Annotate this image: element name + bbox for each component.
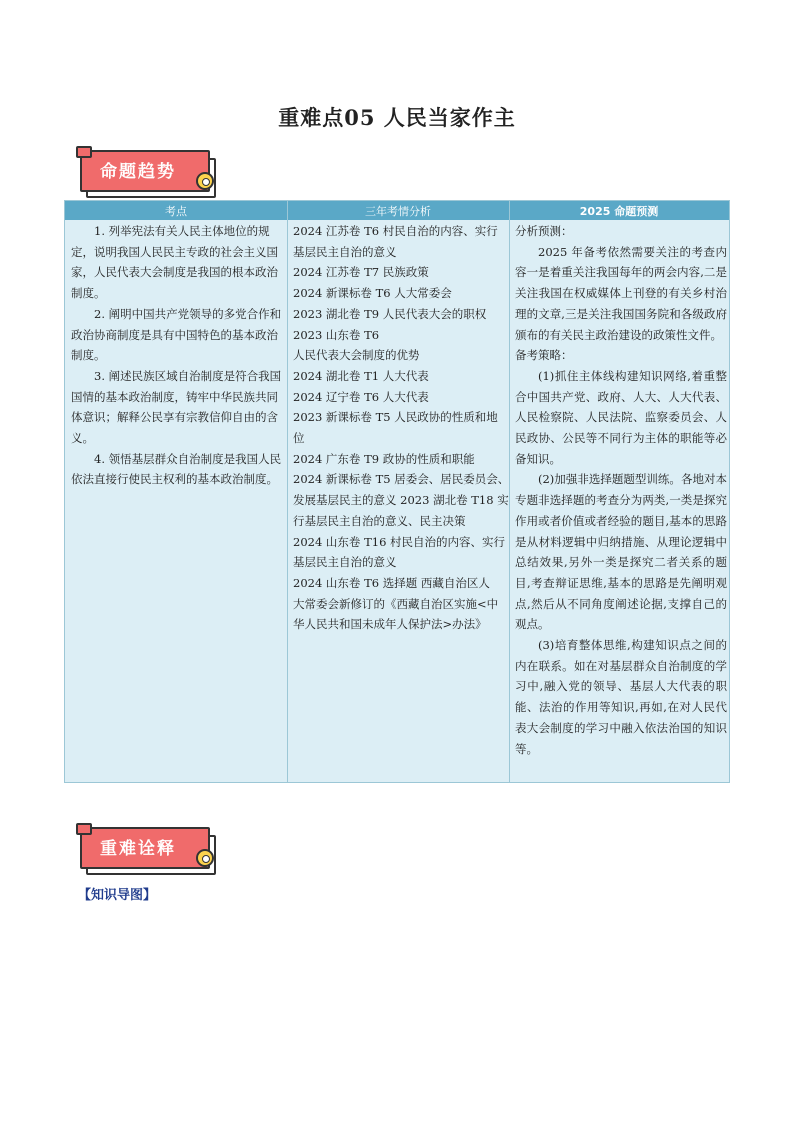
analysis-line: 行基层民主自治的意义、民主决策 [293,513,466,528]
section-badge-explain [78,823,228,879]
analysis-line: 2024 新课标卷 T6 人大常委会 [293,286,452,301]
analysis-line: 2024 辽宁卷 T6 人大代表 [293,389,429,404]
forecast-column [515,221,727,759]
section-badge-trend [78,146,228,202]
analysis-line: 基层民主自治的意义 [293,555,397,570]
analysis-column [293,221,510,635]
analysis-line: 位 [293,431,305,446]
analysis-line: 2024 江苏卷 T6 村民自治的内容、实行 [293,224,498,238]
analysis-line: 基层民主自治的意义 [293,244,397,259]
column-divider [509,201,510,782]
analysis-line: 2023 新课标卷 T5 人民政协的性质和地 [293,410,498,425]
badge-label: 重难诠释 [100,839,176,859]
analysis-line: 2023 山东卷 T6 [293,327,380,342]
kaodian-column [71,221,285,490]
table-header [65,201,729,220]
strategy-item: (2)加强非选择题题型训练。各地对本专题非选择题的考查分为两类,一类是探究作用或者价值或者经验的题目,基本的思路是从材料逻辑中归纳措施、从理论逻辑中总结效果,另外一类是探究二者关系的题目,考查辩证思维,基本的思路是先阐明观点,然后从不同角度阐述论据,支撑自己的观点。 [515,472,727,632]
forecast-paragraph: 2025 年备考依然需要关注的考查内容一是着重关注我国每年的两会内容,二是关注我国在权威媒体上刊登的有关乡村治理的文章,三是关注我国国务院和各级政府颁布的有关民主政治建设的政策性文件。 [515,244,727,342]
analysis-line: 华人民共和国未成年人保护法>办法》 [293,617,487,632]
badge-tab [76,823,92,835]
badge-tab [76,146,92,158]
header-forecast: 2025 命题预测 [579,205,659,218]
forecast-heading: 分析预测： [515,224,573,238]
column-divider [287,201,288,782]
kaodian-item: 4. 领悟基层群众自治制度是我国人民依法直接行使民主权利的基本政治制度。 [71,451,282,487]
analysis-line: 2023 湖北卷 T9 人民代表大会的职权 [293,306,487,321]
analysis-line: 2024 新课标卷 T5 居委会、居民委员会、 [293,472,510,487]
header-analysis: 三年考情分析 [365,205,431,218]
badge-label: 命题趋势 [100,162,176,182]
kaodian-item: 3. 阐述民族区域自治制度是符合我国国情的基本政治制度，铸牢中华民族共同体意识；解释公民享有宗教信仰自由的含义。 [71,368,282,446]
strategy-item: (3)培育整体思维,构建知识点之间的内在联系。如在对基层群众自治制度的学习中,融入党的领导、基层人大代表的职能、法治的作用等知识,再如,在对人民代表大会制度的学习中融入依法治国的知识等。 [515,638,727,756]
analysis-line: 2024 山东卷 T6 选择题 西藏自治区人 [293,575,490,590]
knowledge-map-heading: 【知识导图】 [78,888,157,903]
kaodian-item: 1. 列举宪法有关人民主体地位的规定，说明我国人民民主专政的社会主义国家，人民代表大会制度是我国的根本政治制度。 [71,224,278,301]
analysis-line: 2024 江苏卷 T7 民族政策 [293,265,429,280]
analysis-line: 2024 湖北卷 T1 人大代表 [293,368,429,383]
strategy-heading: 备考策略： [515,348,573,363]
analysis-line: 大常委会新修订的《西藏自治区实施<中 [293,596,499,611]
analysis-line: 2024 山东卷 T16 村民自治的内容、实行 [293,534,506,549]
ring-icon [196,849,214,867]
kaodian-item: 2. 阐明中国共产党领导的多党合作和政治协商制度是具有中国特色的基本政治制度。 [71,306,282,363]
ring-icon [196,172,214,190]
analysis-line: 发展基层民主的意义 2023 湖北卷 T18 实 [293,493,509,508]
header-kaodian: 考点 [165,205,187,218]
analysis-line: 人民代表大会制度的优势 [293,348,420,363]
strategy-item: (1)抓住主体线构建知识网络,着重整合中国共产党、政府、人大、人大代表、人民检察院、人民法院、监察委员会、人民政协、公民等不同行为主体的职能等必备知识。 [515,368,727,466]
analysis-line: 2024 广东卷 T9 政协的性质和职能 [293,451,475,466]
exam-analysis-table [64,200,730,783]
page-title: 重难点05 人民当家作主 [278,105,516,130]
